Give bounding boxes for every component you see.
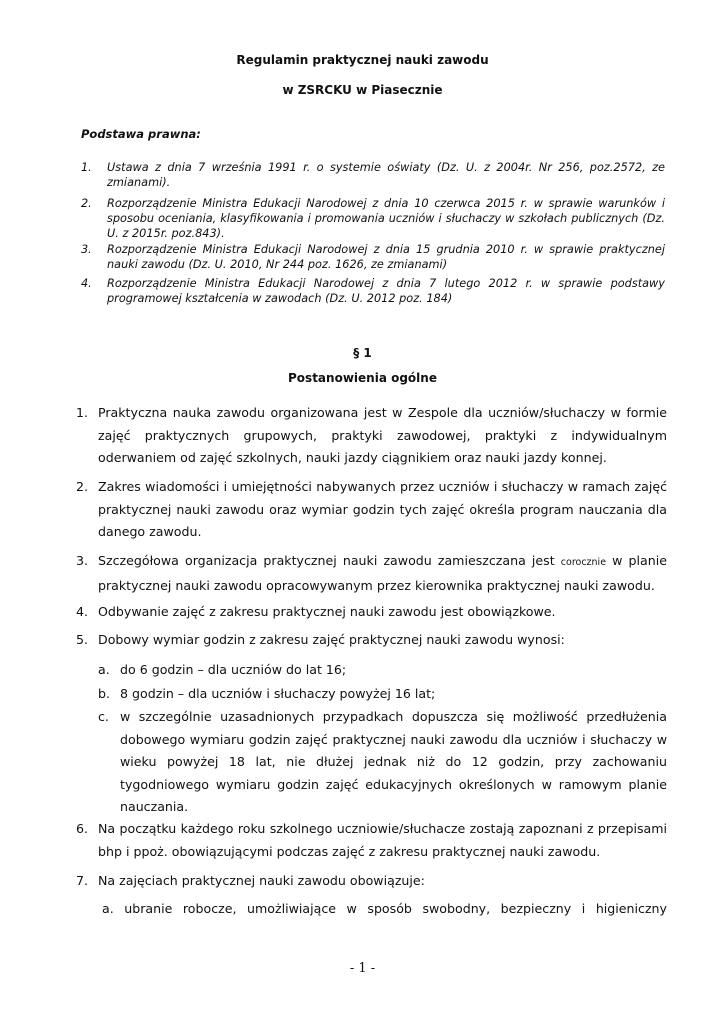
legal-basis-heading: Podstawa prawna: (81, 127, 201, 141)
section-point (76, 476, 667, 544)
point-text: Odbywanie zajęć z zakresu praktycznej nauki zawodu jest obowiązkowe. (98, 604, 556, 619)
section-point (76, 629, 667, 652)
section-point (76, 601, 667, 624)
sub-point-letter: b. (98, 686, 110, 701)
point-number: 4. (76, 604, 89, 619)
sub-point-text: w szczególnie uzasadnionych przypadkach dopuszcza się możliwość przedłużenia dobowego wymiaru godzin zajęć praktycznej nauki zawodu dla uczniów i słuchaczy w wieku powyżej 18 lat, nie dłużej jednak niż do 12 godzin, przy zachowaniu tygodniowego wymiaru godzin zajęć edukacyjnych określonych w ramowym planie nauczania. (120, 709, 667, 814)
point-text-part: Szczegółowa organizacja praktycznej nauki zawodu zamieszczana jest (98, 553, 561, 568)
point-text (98, 550, 667, 597)
legal-basis-text: Rozporządzenie Ministra Edukacji Narodowej z dnia 15 grudnia 2010 r. w sprawie praktycznej nauki zawodu (Dz. U. 2010, Nr 244 poz. 1626, ze zmianami) (107, 243, 665, 271)
sub-point-letter: a. (98, 662, 110, 677)
document-title: Regulamin praktycznej nauki zawodu (236, 53, 489, 67)
point-text: Dobowy wymiar godzin z zakresu zajęć praktycznej nauki zawodu wynosi: (98, 632, 565, 647)
legal-basis-text: Rozporządzenie Ministra Edukacji Narodowej z dnia 7 lutego 2012 r. w sprawie podstawy programowej kształcenia w zawodach (Dz. U. 2012 poz. 184) (107, 277, 665, 305)
sub-point (98, 659, 667, 682)
sub-point-text: 8 godzin – dla uczniów i słuchaczy powyżej 16 lat; (120, 686, 436, 701)
list-number: 2. (81, 197, 92, 210)
section-point (76, 818, 667, 863)
point-number: 2. (76, 479, 89, 494)
legal-basis-text: Ustawa z dnia 7 września 1991 r. o systemie oświaty (Dz. U. z 2004r. Nr 256, poz.2572, ze zmianami). (107, 161, 665, 189)
section-title: Postanowienia ogólne (288, 371, 437, 385)
point-text-part: w planie praktycznej nauki zawodu opracowywanym przez kierownika praktycznej nauki zawodu. (98, 553, 667, 593)
legal-basis-text: Rozporządzenie Ministra Edukacji Narodowej z dnia 10 czerwca 2015 r. w sprawie warunków i sposobu oceniania, klasyfikowania i promowania uczniów i słuchaczy w szkołach publicznych (Dz. U. z 2015r. poz.843). (107, 197, 665, 240)
section-point (76, 870, 667, 893)
legal-basis-item (81, 196, 665, 241)
section-point (76, 550, 667, 597)
point-text-small: corocznie (560, 557, 607, 568)
sub-point-text: a. ubranie robocze, umożliwiające w sposób swobodny, bezpieczny i higieniczny (102, 901, 667, 916)
section-number: § 1 (353, 346, 372, 360)
point-text: Na zajęciach praktycznej nauki zawodu obowiązuje: (98, 873, 425, 888)
point-number: 6. (76, 821, 89, 836)
sub-point (98, 706, 667, 819)
sub-point-text: do 6 godzin – dla uczniów do lat 16; (120, 662, 347, 677)
point-number: 7. (76, 873, 89, 888)
page-number: - 1 - (349, 961, 376, 976)
legal-basis-item (81, 242, 665, 272)
legal-basis-item (81, 276, 665, 306)
point-number: 1. (76, 405, 89, 420)
sub-point-letter: c. (98, 709, 109, 724)
list-number: 3. (81, 243, 92, 256)
section-point (76, 402, 667, 470)
document-subtitle: w ZSRCKU w Piasecznie (282, 83, 443, 97)
point-text: Na początku każdego roku szkolnego uczniowie/słuchacze zostają zapoznani z przepisami bhp i ppoż. obowiązującymi podczas zajęć z zakresu praktycznej nauki zawodu. (98, 821, 667, 859)
point-text: Zakres wiadomości i umiejętności nabywanych przez uczniów i słuchaczy w ramach zajęć praktycznej nauki zawodu oraz wymiar godzin tych zajęć określa program nauczania dla danego zawodu. (98, 479, 667, 539)
point-text: Praktyczna nauka zawodu organizowana jest w Zespole dla uczniów/słuchaczy w formie zajęć praktycznych grupowych, praktyki zawodowej, praktyki z indywidualnym oderwaniem od zajęć szkolnych, nauki jazdy ciągnikiem oraz nauki jazdy konnej. (98, 405, 667, 465)
list-number: 4. (81, 277, 92, 290)
point-number: 5. (76, 632, 89, 647)
list-number: 1. (81, 161, 92, 174)
legal-basis-item (81, 160, 665, 190)
point-number: 3. (76, 553, 89, 568)
sub-point (98, 683, 667, 706)
